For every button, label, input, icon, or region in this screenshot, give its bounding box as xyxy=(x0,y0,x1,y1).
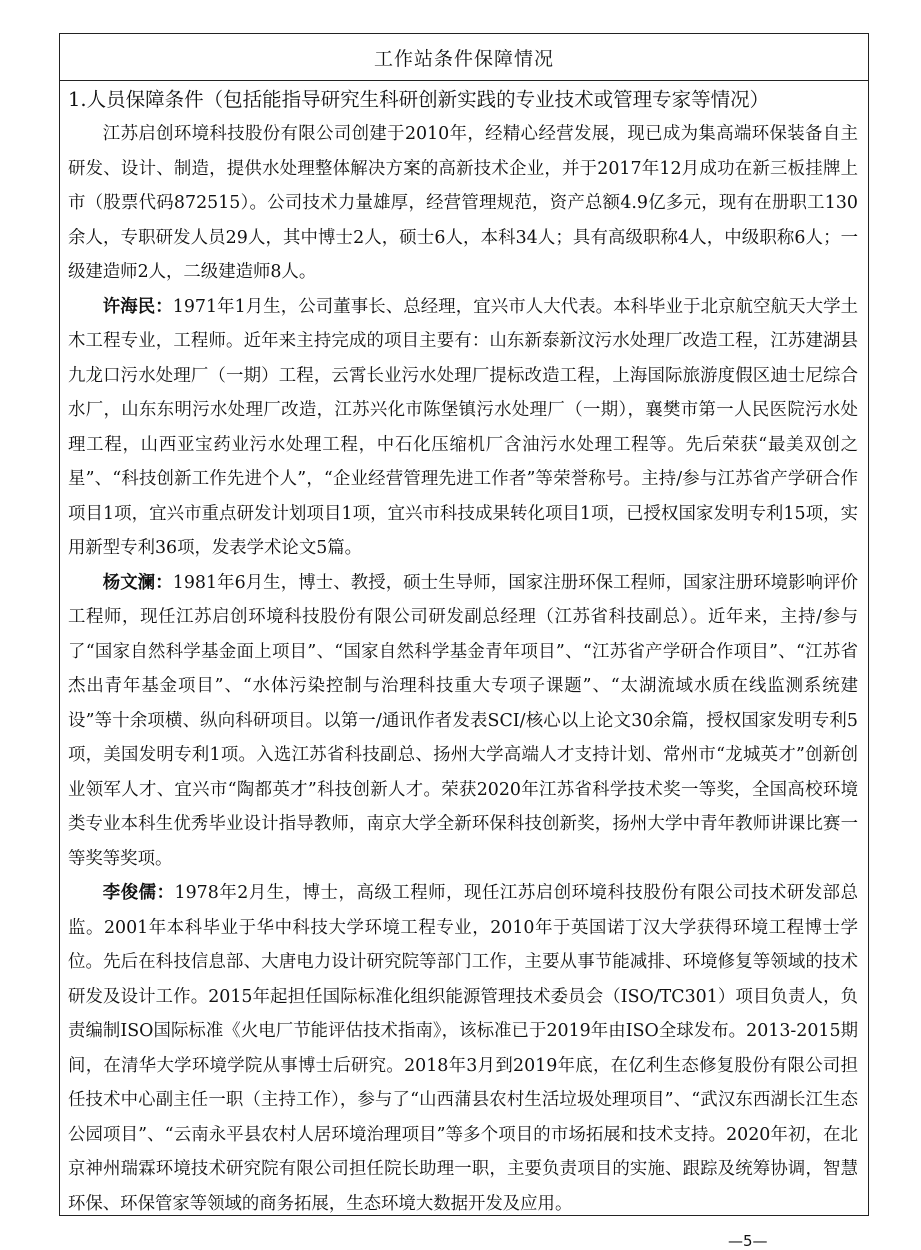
paragraph-person xyxy=(68,876,858,1221)
paragraph-text: 1978年2月生，博士，高级工程师，现任江苏启创环境科技股份有限公司技术研发部总监。2001年本科毕业于华中科技大学环境工程专业，2010年于英国诺丁汉大学获得环境工程博士学位。先后在科技信息部、大唐电力设计研究院等部门工作，主要从事节能减排、环境修复等领域的技术研发及设计工作。2015年起担任国际标准化组织能源管理技术委员会（ISO/TC301）项目负责人，负责编制ISO国际标准《火电厂节能评估技术指南》，该标准已于2019年由ISO全球发布。2013-2015期间，在清华大学环境学院从事博士后研究。2018年3月到2019年底，在亿利生态修复股份有限公司担任技术中心副主任一职（主持工作），参与了“山西蒲县农村生活垃圾处理项目”、“武汉东西湖长江生态公园项目”、“云南永平县农村人居环境治理项目”等多个项目的市场拓展和技术支持。2020年初，在北京神州瑞霖环境技术研究院有限公司担任院长助理一职，主要负责项目的实施、跟踪及统筹协调，智慧环保、环保管家等领域的商务拓展，生态环境大数据开发及应用。 xyxy=(68,883,858,1214)
paragraph-person xyxy=(68,290,858,566)
paragraph-person xyxy=(68,566,858,877)
table-title: 工作站条件保障情况 xyxy=(60,34,868,81)
person-name: 许海民： xyxy=(102,296,173,317)
paragraph-text: 江苏启创环境科技股份有限公司创建于2010年，经精心经营发展，现已成为集高端环保装备自主研发、设计、制造，提供水处理整体解决方案的高新技术企业，并于2017年12月成功在新三板挂牌上市（股票代码872515）。公司技术力量雄厚，经营管理规范，资产总额4.9亿多元，现有在册职工130余人，专职研发人员29人，其中博士2人，硕士6人，本科34人；具有高级职称4人，中级职称6人；一级建造师2人，二级建造师8人。 xyxy=(68,124,858,282)
paragraph-text: 1971年1月生，公司董事长、总经理，宜兴市人大代表。本科毕业于北京航空航天大学土木工程专业，工程师。近年来主持完成的项目主要有：山东新泰新汶污水处理厂改造工程，江苏建湖县九龙口污水处理厂（一期）工程，云霄长业污水处理厂提标改造工程，上海国际旅游度假区迪士尼综合水厂，山东东明污水处理厂改造，江苏兴化市陈堡镇污水处理厂（一期），襄樊市第一人民医院污水处理工程，山西亚宝药业污水处理工程，中石化压缩机厂含油污水处理工程等。先后荣获“最美双创之星”、“科技创新工作先进个人”，“企业经营管理先进工作者”等荣誉称号。主持/参与江苏省产学研合作项目1项，宜兴市重点研发计划项目1项，宜兴市科技成果转化项目1项，已授权国家发明专利15项，实用新型专利36项，发表学术论文5篇。 xyxy=(68,296,858,558)
document-table xyxy=(59,33,869,1216)
person-name: 李俊儒： xyxy=(102,883,175,903)
section-body xyxy=(60,115,868,1221)
paragraph-text: 1981年6月生，博士、教授，硕士生导师，国家注册环保工程师，国家注册环境影响评价工程师，现任江苏启创环境科技股份有限公司研发副总经理（江苏省科技副总）。近年来，主持/参与了“国家自然科学基金面上项目”、“国家自然科学基金青年项目”、“江苏省产学研合作项目”、“江苏省杰出青年基金项目”、“水体污染控制与治理科技重大专项子课题”、“太湖流域水质在线监测系统建设”等十余项横、纵向科研项目。以第一/通讯作者发表SCI/核心以上论文30余篇，授权国家发明专利5项，美国发明专利1项。入选江苏省科技副总、扬州大学高端人才支持计划、常州市“龙城英才”创新创业领军人才、宜兴市“陶都英才”科技创新人才。荣获2020年江苏省科学技术奖一等奖，全国高校环境类专业本科生优秀毕业设计指导教师，南京大学全新环保科技创新奖，扬州大学中青年教师讲课比赛一等奖等奖项。 xyxy=(68,572,858,869)
page-number: —5— xyxy=(728,1232,768,1250)
section-heading: 1.人员保障条件（包括能指导研究生科研创新实践的专业技术或管理专家等情况） xyxy=(68,88,770,111)
paragraph-company xyxy=(68,117,858,290)
person-name: 杨文澜： xyxy=(102,572,173,593)
